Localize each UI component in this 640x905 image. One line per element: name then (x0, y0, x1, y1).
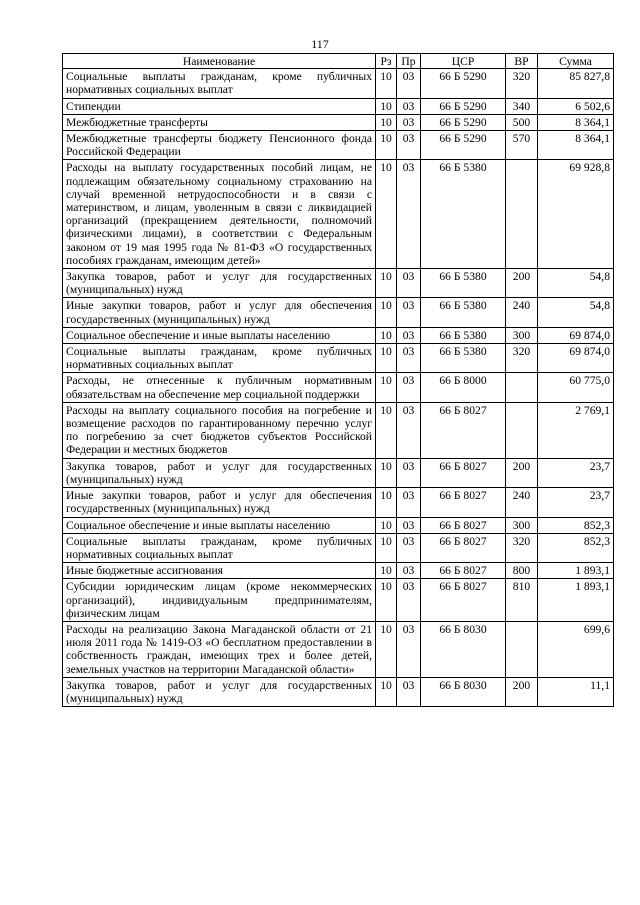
cell-csr: 66 Б 8027 (421, 488, 506, 517)
cell-vr: 800 (506, 563, 538, 579)
cell-name: Социальное обеспечение и иные выплаты населению (63, 327, 376, 343)
cell-vr (506, 160, 538, 269)
table-header-row (63, 54, 614, 69)
cell-sum: 23,7 (538, 458, 614, 487)
cell-rz: 10 (376, 579, 397, 622)
header-vr: ВР (506, 54, 538, 69)
cell-pr: 03 (397, 402, 421, 458)
cell-csr: 66 Б 8027 (421, 563, 506, 579)
cell-name: Закупка товаров, работ и услуг для государственных (муниципальных) нужд (63, 269, 376, 298)
cell-rz: 10 (376, 621, 397, 677)
cell-pr: 03 (397, 373, 421, 402)
cell-name: Закупка товаров, работ и услуг для государственных (муниципальных) нужд (63, 458, 376, 487)
table-row (63, 579, 614, 622)
cell-sum: 54,8 (538, 269, 614, 298)
cell-pr: 03 (397, 131, 421, 160)
table-row (63, 298, 614, 327)
cell-csr: 66 Б 8027 (421, 517, 506, 533)
cell-name: Расходы на реализацию Закона Магаданской области от 21 июля 2011 года № 1419-ОЗ «О бесплатном предоставлении в собственность граждан, имеющих трех и более детей, земельных участков на территории Магаданской области» (63, 621, 376, 677)
cell-rz: 10 (376, 298, 397, 327)
cell-sum: 69 928,8 (538, 160, 614, 269)
cell-rz: 10 (376, 98, 397, 114)
cell-rz: 10 (376, 533, 397, 562)
table-row (63, 402, 614, 458)
cell-pr: 03 (397, 298, 421, 327)
cell-rz: 10 (376, 373, 397, 402)
cell-name: Иные закупки товаров, работ и услуг для обеспечения государственных (муниципальных) нужд (63, 298, 376, 327)
cell-csr: 66 Б 8027 (421, 579, 506, 622)
cell-vr: 320 (506, 533, 538, 562)
cell-pr: 03 (397, 327, 421, 343)
cell-pr: 03 (397, 69, 421, 98)
cell-csr: 66 Б 5380 (421, 160, 506, 269)
cell-csr: 66 Б 5380 (421, 298, 506, 327)
cell-vr: 200 (506, 269, 538, 298)
cell-name: Расходы на выплату государственных пособий лицам, не подлежащим обязательному социальному страхованию на случай временной нетрудоспособности и в связи с материнством, и лицам, уволенным в связи с ликвидацией организаций (прекращением деятельности, полномочий физическими лицами), в соответствии с Федеральным законом от 19 мая 1995 года № 81-ФЗ «О государственных пособиях гражданам, имеющим детей» (63, 160, 376, 269)
cell-rz: 10 (376, 160, 397, 269)
cell-sum: 852,3 (538, 517, 614, 533)
cell-vr: 320 (506, 344, 538, 373)
table-row (63, 114, 614, 130)
cell-sum: 23,7 (538, 488, 614, 517)
cell-name: Расходы на выплату социального пособия на погребение и возмещение расходов по гарантированному перечню услуг по погребению за счет бюджетов субъектов Российской Федерации и местных бюджетов (63, 402, 376, 458)
budget-table (62, 53, 614, 707)
cell-rz: 10 (376, 488, 397, 517)
cell-vr: 240 (506, 488, 538, 517)
cell-rz: 10 (376, 563, 397, 579)
table-row (63, 677, 614, 706)
cell-csr: 66 Б 5380 (421, 327, 506, 343)
cell-pr: 03 (397, 579, 421, 622)
cell-sum: 11,1 (538, 677, 614, 706)
cell-pr: 03 (397, 98, 421, 114)
cell-pr: 03 (397, 344, 421, 373)
header-csr: ЦСР (421, 54, 506, 69)
cell-sum: 85 827,8 (538, 69, 614, 98)
cell-sum: 699,6 (538, 621, 614, 677)
cell-vr: 500 (506, 114, 538, 130)
cell-name: Иные бюджетные ассигнования (63, 563, 376, 579)
cell-name: Социальные выплаты гражданам, кроме публичных нормативных социальных выплат (63, 533, 376, 562)
cell-rz: 10 (376, 131, 397, 160)
cell-rz: 10 (376, 327, 397, 343)
cell-vr: 570 (506, 131, 538, 160)
table-row (63, 98, 614, 114)
table-row (63, 344, 614, 373)
table-row (63, 69, 614, 98)
cell-sum: 1 893,1 (538, 563, 614, 579)
cell-vr (506, 402, 538, 458)
cell-vr: 200 (506, 677, 538, 706)
table-row (63, 621, 614, 677)
cell-sum: 2 769,1 (538, 402, 614, 458)
cell-vr (506, 373, 538, 402)
header-sum: Сумма (538, 54, 614, 69)
cell-sum: 8 364,1 (538, 131, 614, 160)
cell-vr: 320 (506, 69, 538, 98)
cell-sum: 60 775,0 (538, 373, 614, 402)
cell-rz: 10 (376, 458, 397, 487)
cell-csr: 66 Б 5380 (421, 344, 506, 373)
cell-name: Межбюджетные трансферты бюджету Пенсионного фонда Российской Федерации (63, 131, 376, 160)
cell-rz: 10 (376, 402, 397, 458)
header-name: Наименование (63, 54, 376, 69)
cell-pr: 03 (397, 458, 421, 487)
cell-csr: 66 Б 5290 (421, 69, 506, 98)
cell-csr: 66 Б 8030 (421, 677, 506, 706)
cell-pr: 03 (397, 488, 421, 517)
cell-pr: 03 (397, 517, 421, 533)
cell-sum: 6 502,6 (538, 98, 614, 114)
table-row (63, 458, 614, 487)
cell-csr: 66 Б 5290 (421, 114, 506, 130)
cell-vr: 810 (506, 579, 538, 622)
cell-pr: 03 (397, 160, 421, 269)
cell-sum: 69 874,0 (538, 344, 614, 373)
table-body (63, 69, 614, 707)
cell-rz: 10 (376, 517, 397, 533)
cell-vr: 300 (506, 517, 538, 533)
cell-csr: 66 Б 5290 (421, 131, 506, 160)
cell-sum: 1 893,1 (538, 579, 614, 622)
cell-sum: 54,8 (538, 298, 614, 327)
cell-sum: 852,3 (538, 533, 614, 562)
cell-pr: 03 (397, 269, 421, 298)
cell-csr: 66 Б 8027 (421, 402, 506, 458)
cell-vr (506, 621, 538, 677)
cell-name: Межбюджетные трансферты (63, 114, 376, 130)
cell-rz: 10 (376, 344, 397, 373)
cell-name: Субсидии юридическим лицам (кроме некоммерческих организаций), индивидуальным предпринимателям, физическим лицам (63, 579, 376, 622)
cell-pr: 03 (397, 533, 421, 562)
table-row (63, 131, 614, 160)
table-row (63, 563, 614, 579)
cell-csr: 66 Б 8027 (421, 533, 506, 562)
table-row (63, 327, 614, 343)
cell-vr: 200 (506, 458, 538, 487)
cell-vr: 300 (506, 327, 538, 343)
cell-sum: 69 874,0 (538, 327, 614, 343)
cell-name: Социальные выплаты гражданам, кроме публичных нормативных социальных выплат (63, 344, 376, 373)
cell-name: Социальные выплаты гражданам, кроме публичных нормативных социальных выплат (63, 69, 376, 98)
cell-rz: 10 (376, 269, 397, 298)
cell-csr: 66 Б 5380 (421, 269, 506, 298)
cell-csr: 66 Б 5290 (421, 98, 506, 114)
cell-rz: 10 (376, 677, 397, 706)
cell-name: Стипендии (63, 98, 376, 114)
cell-sum: 8 364,1 (538, 114, 614, 130)
page-number: 117 (311, 37, 329, 51)
table-row (63, 160, 614, 269)
cell-csr: 66 Б 8000 (421, 373, 506, 402)
cell-pr: 03 (397, 563, 421, 579)
cell-pr: 03 (397, 114, 421, 130)
cell-pr: 03 (397, 677, 421, 706)
cell-name: Социальное обеспечение и иные выплаты населению (63, 517, 376, 533)
header-rz: Рз (376, 54, 397, 69)
header-pr: Пр (397, 54, 421, 69)
table-row (63, 269, 614, 298)
cell-rz: 10 (376, 114, 397, 130)
cell-name: Иные закупки товаров, работ и услуг для обеспечения государственных (муниципальных) нужд (63, 488, 376, 517)
table-row (63, 533, 614, 562)
cell-vr: 240 (506, 298, 538, 327)
cell-rz: 10 (376, 69, 397, 98)
table-row (63, 517, 614, 533)
cell-pr: 03 (397, 621, 421, 677)
table-row (63, 488, 614, 517)
table-row (63, 373, 614, 402)
cell-csr: 66 Б 8030 (421, 621, 506, 677)
cell-name: Закупка товаров, работ и услуг для государственных (муниципальных) нужд (63, 677, 376, 706)
cell-name: Расходы, не отнесенные к публичным нормативным обязательствам на обеспечение мер социальной поддержки (63, 373, 376, 402)
cell-csr: 66 Б 8027 (421, 458, 506, 487)
cell-vr: 340 (506, 98, 538, 114)
